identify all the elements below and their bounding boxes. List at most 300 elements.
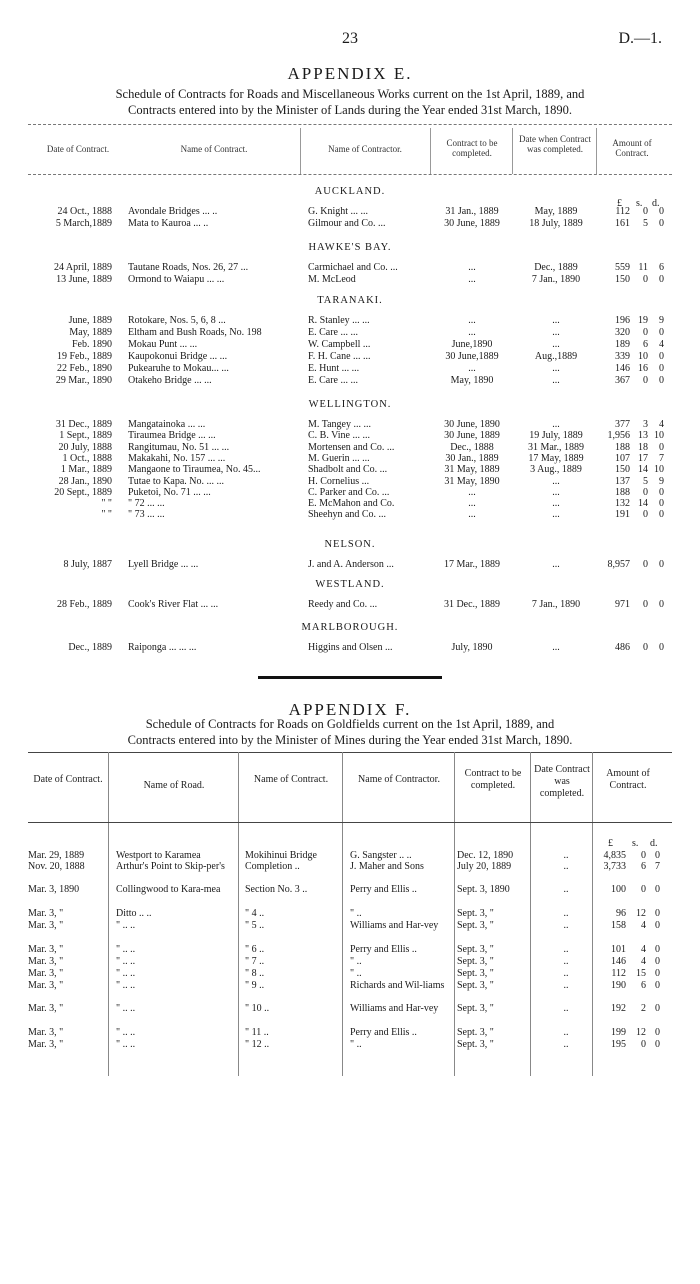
completion-date: ... [552,315,560,326]
table-row [0,315,700,327]
completion-due: 31 May, 1889 [444,464,500,476]
region-heading: WELLINGTON. [308,399,392,410]
amount-pence: 0 [655,884,660,895]
table-row [0,642,700,654]
completion-date: .. [563,908,569,919]
contract-name: Completion .. [245,861,300,872]
table-row [0,498,700,510]
completion-due: Sept. 3, " [457,1027,494,1038]
contractor-name: " .. [350,1039,362,1050]
contract-date: Feb. 1890 [72,339,112,350]
e-col-amount: Amount of Contract. [612,138,652,158]
completion-due: 30 June,1889 [445,351,499,362]
amount-pence: 0 [659,218,664,229]
completion-due: ... [468,486,476,498]
f-col-amount: Amount of Contract. [606,768,650,791]
amount-shillings: 5 [643,475,648,487]
contract-name: Mangatainoka ... ... [128,419,206,430]
f-currency-pounds: £ [608,838,613,849]
contract-name: " 4 .. [245,908,265,919]
amount-pence: 0 [659,327,664,338]
contractor-name: Perry and Ellis .. [350,884,417,895]
e-currency-shillings: s. [636,198,643,209]
completion-date: ... [552,327,560,338]
amount-pounds: 195 [611,1039,626,1050]
contractor-name: R. Stanley ... ... [308,315,370,326]
amount-pounds: 189 [615,339,630,350]
table-row [0,476,700,488]
e-col-completed: Date when Contract was completed. [519,134,591,154]
region-heading: TARANAKI. [317,295,383,306]
contract-date: 31 Dec., 1889 [55,419,112,430]
road-name: " .. .. [116,1039,136,1050]
contract-name: Raiponga ... ... ... [128,642,197,653]
amount-pence: 7 [659,452,664,464]
contract-name: Rangitumau, No. 51 ... ... [128,441,230,453]
contract-name: Lyell Bridge ... ... [128,559,199,570]
amount-pence: 0 [655,1027,660,1038]
page-reference: D.—1. [618,30,662,47]
contract-date: Mar. 3, " [28,1039,64,1050]
road-name: " .. .. [116,920,136,931]
completion-date: Aug.,1889 [534,351,578,362]
contract-date: " " [101,509,112,521]
completion-due: Sept. 3, " [457,956,494,967]
appendix-e-subtitle-1: Schedule of Contracts for Roads and Miscellaneous Works current on the 1st April, 1889, and [115,87,585,101]
road-name: " .. .. [116,980,136,991]
amount-pounds: 188 [615,486,630,498]
contract-name: Mokau Punt ... ... [128,339,198,350]
contract-date: 5 March,1889 [55,218,112,229]
table-row [0,487,700,499]
amount-pence: 7 [655,861,660,872]
completion-date: 7 Jan., 1890 [531,599,581,610]
completion-date: 3 Aug., 1889 [530,464,582,476]
road-name: " .. .. [116,1003,136,1014]
f-currency-pence: d. [650,838,658,849]
contract-date: 1 Mar., 1889 [60,464,112,476]
contract-name: " 8 .. [245,968,265,979]
appendix-f-top-rule [28,752,672,753]
contract-name: Avondale Bridges ... .. [128,206,218,217]
f-col-completed: Date Contract was completed. [534,764,590,799]
completion-date: 7 Jan., 1890 [531,274,581,285]
appendix-f-subtitle-2: Contracts entered into by the Minister of Mines during the Year ended 31st March, 1890. [127,733,573,747]
completion-date: 18 July, 1889 [529,218,583,229]
amount-pence: 0 [659,375,664,386]
amount-shillings: 3 [643,419,648,430]
completion-due: ... [468,274,476,285]
contractor-name: W. Campbell ... [308,339,371,350]
appendix-e-subtitle-2: Contracts entered into by the Minister of Lands during the Year ended 31st March, 1890. [127,103,572,117]
amount-pounds: 320 [615,327,630,338]
amount-shillings: 5 [643,218,648,229]
contract-name: " 6 .. [245,944,265,955]
contractor-name: Perry and Ellis .. [350,1027,417,1038]
amount-pounds: 3,733 [603,861,626,872]
appendix-f-subtitle-1: Schedule of Contracts for Roads on Goldfields current on the 1st April, 1889, and [145,717,555,731]
completion-date: 17 May, 1889 [528,452,584,464]
completion-date: .. [563,968,569,979]
completion-date: .. [563,956,569,967]
e-col-date: Date of Contract. [46,144,110,154]
contract-name: Mokihinui Bridge [245,850,317,861]
contract-name: Pukearuhe to Mokau... ... [128,363,229,374]
amount-shillings: 14 [638,464,648,476]
completion-due: ... [468,262,476,273]
contractor-name: Williams and Har-vey [350,1003,439,1014]
contract-date: 20 Sept., 1889 [54,486,112,498]
appendix-f-title: APPENDIX F. [288,700,412,719]
contractor-name: M. Tangey ... ... [308,419,371,430]
contractor-name: Richards and Wil-liams [350,980,445,991]
contractor-name: " .. [350,968,362,979]
contractor-name: Perry and Ellis .. [350,944,417,955]
amount-pounds: 100 [611,884,626,895]
contractor-name: J. and A. Anderson ... [308,559,394,570]
completion-due: 31 May, 1890 [444,475,500,487]
contract-name: Mangaone to Tiraumea, No. 45... [128,464,261,476]
contract-name: " 72 ... ... [128,498,165,510]
amount-pence: 0 [659,642,664,653]
completion-date: .. [563,1003,569,1014]
amount-shillings: 10 [638,351,648,362]
completion-due: Dec., 1888 [450,441,494,453]
contract-date: 1 Sept., 1889 [59,430,112,442]
contract-date: 28 Feb., 1889 [57,599,112,610]
amount-pence: 0 [655,968,660,979]
amount-pence: 9 [659,315,664,326]
completion-due: July, 1890 [451,642,493,653]
amount-shillings: 0 [641,1039,646,1050]
completion-due: Sept. 3, " [457,944,494,955]
amount-shillings: 17 [638,452,648,464]
contractor-name: " .. [350,908,362,919]
amount-pence: 0 [659,599,664,610]
table-row [0,509,700,521]
contractor-name: C. Parker and Co. ... [308,486,390,498]
contractor-name: " .. [350,956,362,967]
amount-pounds: 377 [615,419,630,430]
contract-name: Cook's River Flat ... ... [128,599,219,610]
completion-due: Dec. 12, 1890 [457,850,514,861]
completion-date: .. [563,850,569,861]
completion-due: ... [468,315,476,326]
amount-pounds: 146 [611,956,626,967]
contract-date: Mar. 3, " [28,956,64,967]
contractor-name: E. McMahon and Co. [308,498,395,510]
e-header-divider [512,128,513,174]
completion-due: Sept. 3, " [457,1039,494,1050]
amount-pounds: 150 [615,274,630,285]
f-currency-shillings: s. [632,838,639,849]
amount-pence: 0 [655,1003,660,1014]
amount-pence: 0 [659,486,664,498]
completion-date: .. [563,861,569,872]
completion-due: Sept. 3, " [457,1003,494,1014]
amount-pounds: 8,957 [607,559,630,570]
amount-pence: 0 [655,908,660,919]
region-heading: WESTLAND. [315,579,385,590]
amount-pence: 0 [655,956,660,967]
table-row [0,599,700,611]
contract-date: Mar. 3, 1890 [28,884,80,895]
completion-date: .. [563,920,569,931]
contract-date: 29 Mar., 1890 [55,375,112,386]
completion-due: Sept. 3, " [457,980,494,991]
amount-shillings: 0 [643,509,648,521]
amount-pence: 0 [655,944,660,955]
contract-date: 1 Oct., 1888 [62,452,112,464]
amount-shillings: 12 [636,908,646,919]
appendix-e-title: APPENDIX E. [287,64,413,83]
contract-date: Dec., 1889 [68,642,112,653]
amount-pounds: 559 [615,262,630,273]
e-header-divider [430,128,431,174]
amount-pence: 0 [659,363,664,374]
amount-pounds: 107 [615,452,630,464]
contract-date: 28 Jan., 1890 [58,475,112,487]
contract-name: " 5 .. [245,920,265,931]
completion-due: 30 Jan., 1889 [445,452,499,464]
amount-shillings: 0 [643,599,648,610]
amount-pounds: 4,835 [603,850,626,861]
contract-name: Tutae to Kapa. No. ... ... [128,475,225,487]
contract-name: Otakeho Bridge ... ... [128,375,212,386]
completion-date: ... [552,498,560,510]
contract-date: 22 Feb., 1890 [57,363,112,374]
table-row [0,262,700,274]
f-column-divider [342,752,343,1076]
amount-pounds: 971 [615,599,630,610]
contract-date: Mar. 3, " [28,908,64,919]
page-number: 23 [342,30,358,47]
contractor-name: Williams and Har-vey [350,920,439,931]
amount-pounds: 339 [615,351,630,362]
amount-shillings: 4 [641,920,646,931]
amount-pence: 10 [654,464,664,476]
completion-date: .. [563,1039,569,1050]
amount-shillings: 19 [638,315,648,326]
completion-date: ... [552,642,560,653]
contract-date: 13 June, 1889 [56,274,112,285]
contract-date: May, 1889 [69,327,112,338]
contractor-name: C. B. Vine ... ... [308,430,370,442]
completion-due: Sept. 3, 1890 [457,884,510,895]
contract-date: 20 July, 1888 [58,441,112,453]
completion-due: June,1890 [451,339,493,350]
contractor-name: Sheehyn and Co. ... [308,509,387,521]
amount-pounds: 190 [611,980,626,991]
contractor-name: E. Care ... ... [308,327,358,338]
completion-due: July 20, 1889 [457,861,512,872]
amount-pounds: 196 [615,315,630,326]
road-name: Ditto .. .. [116,908,152,919]
f-col-date: Date of Contract. [33,774,103,785]
amount-shillings: 0 [643,375,648,386]
contract-date: Mar. 3, " [28,920,64,931]
amount-shillings: 16 [638,363,648,374]
completion-date: ... [552,475,560,487]
road-name: " .. .. [116,968,136,979]
contract-name: " 9 .. [245,980,265,991]
amount-pence: 0 [659,509,664,521]
completion-due: 17 Mar., 1889 [443,559,501,570]
completion-date: .. [563,980,569,991]
table-row [0,464,700,476]
road-name: Arthur's Point to Skip-per's [116,861,225,872]
completion-date: ... [552,375,560,386]
amount-pounds: 192 [611,1003,626,1014]
completion-date: ... [552,363,560,374]
amount-pounds: 199 [611,1027,626,1038]
contract-name: Section No. 3 .. [245,884,308,895]
road-name: Westport to Karamea [116,850,201,861]
amount-shillings: 0 [643,274,648,285]
contract-name: Puketoi, No. 71 ... ... [128,486,211,498]
amount-pounds: 132 [615,498,630,510]
amount-shillings: 0 [643,327,648,338]
completion-date: ... [552,509,560,521]
road-name: Collingwood to Kara-mea [116,884,221,895]
amount-pounds: 486 [615,642,630,653]
amount-pence: 10 [654,430,664,442]
table-row [0,419,700,431]
contract-date: Mar. 3, " [28,980,64,991]
contractor-name: E. Hunt ... ... [308,363,360,374]
contractor-name: Mortensen and Co. ... [308,441,395,453]
e-currency-pence: d. [652,198,660,209]
e-col-to-complete: Contract to be completed. [446,138,498,158]
contract-date: 24 Oct., 1888 [57,206,112,217]
contract-date: June, 1889 [68,315,112,326]
contractor-name: M. McLeod [308,274,356,285]
f-col-to-complete: Contract to be completed. [464,768,522,791]
contract-name: " 12 .. [245,1039,270,1050]
amount-pounds: 188 [615,441,630,453]
amount-pounds: 161 [615,218,630,229]
contract-name: " 7 .. [245,956,265,967]
amount-pence: 0 [659,498,664,510]
amount-pence: 0 [659,206,664,217]
completion-date: ... [552,419,560,430]
region-heading: AUCKLAND. [314,186,386,197]
table-row [0,274,700,286]
table-row [0,339,700,351]
completion-date: May, 1889 [534,206,578,217]
amount-shillings: 12 [636,1027,646,1038]
contractor-name: G. Knight ... ... [308,206,368,217]
amount-pounds: 101 [611,944,626,955]
contract-name: Eltham and Bush Roads, No. 198 [128,327,262,338]
table-row [0,206,700,218]
completion-due: 30 June, 1889 [444,218,500,229]
contractor-name: H. Cornelius ... [308,475,370,487]
amount-pounds: 146 [615,363,630,374]
amount-pence: 4 [659,419,664,430]
amount-shillings: 11 [638,262,648,273]
road-name: " .. .. [116,944,136,955]
amount-pence: 0 [655,850,660,861]
amount-shillings: 6 [641,861,646,872]
completion-due: ... [468,498,476,510]
amount-shillings: 14 [638,498,648,510]
contract-name: " 10 .. [245,1003,270,1014]
amount-shillings: 4 [641,956,646,967]
amount-shillings: 0 [643,559,648,570]
region-heading: HAWKE'S BAY. [308,242,392,253]
appendix-e-top-rule [28,124,672,125]
contract-name: " 73 ... ... [128,509,165,521]
amount-pounds: 137 [615,475,630,487]
completion-date: ... [552,486,560,498]
amount-shillings: 0 [643,206,648,217]
table-row [0,363,700,375]
contract-name: Tiraumea Bridge ... ... [128,430,216,442]
contractor-name: Higgins and Olsen ... [308,642,393,653]
amount-pence: 0 [659,441,664,453]
amount-pence: 4 [659,339,664,350]
amount-pence: 0 [655,920,660,931]
f-column-divider [530,752,531,1076]
completion-due: 31 Dec., 1889 [443,599,501,610]
road-name: " .. .. [116,956,136,967]
amount-shillings: 4 [641,944,646,955]
amount-shillings: 0 [641,850,646,861]
contract-date: Mar. 3, " [28,968,64,979]
amount-pounds: 112 [611,968,626,979]
table-row [0,430,700,442]
contract-name: Kaupokonui Bridge ... ... [128,351,228,362]
contract-name: Ormond to Waiapu ... ... [128,274,225,285]
f-column-divider [108,752,109,1076]
amount-pounds: 191 [615,509,630,521]
table-row [0,442,700,454]
table-row [0,375,700,387]
amount-pounds: 158 [611,920,626,931]
amount-pounds: 367 [615,375,630,386]
region-heading: NELSON. [324,539,376,550]
contract-date: Mar. 3, " [28,944,64,955]
completion-due: 30 June, 1890 [444,419,500,430]
contract-name: Tautane Roads, Nos. 26, 27 ... [128,262,249,273]
completion-date: .. [563,884,569,895]
f-col-contractor: Name of Contractor. [358,774,440,785]
contractor-name: Carmichael and Co. ... [308,262,398,273]
contractor-name: F. H. Cane ... ... [308,351,371,362]
amount-shillings: 0 [643,486,648,498]
contractor-name: Reedy and Co. ... [308,599,378,610]
contract-date: Nov. 20, 1888 [28,861,85,872]
contractor-name: Shadbolt and Co. ... [308,464,388,476]
amount-shillings: 18 [638,441,648,453]
road-name: " .. .. [116,1027,136,1038]
section-separator [258,676,442,679]
amount-shillings: 6 [643,339,648,350]
completion-date: 19 July, 1889 [529,430,583,442]
appendix-e-header-rule [28,174,672,175]
amount-shillings: 6 [641,980,646,991]
table-row [0,218,700,230]
completion-date: ... [552,339,560,350]
amount-pence: 0 [659,351,664,362]
completion-due: ... [468,363,476,374]
contract-name: Rotokare, Nos. 5, 6, 8 ... [128,315,226,326]
amount-shillings: 0 [641,884,646,895]
amount-pence: 0 [655,980,660,991]
completion-due: ... [468,327,476,338]
e-header-divider [596,128,597,174]
